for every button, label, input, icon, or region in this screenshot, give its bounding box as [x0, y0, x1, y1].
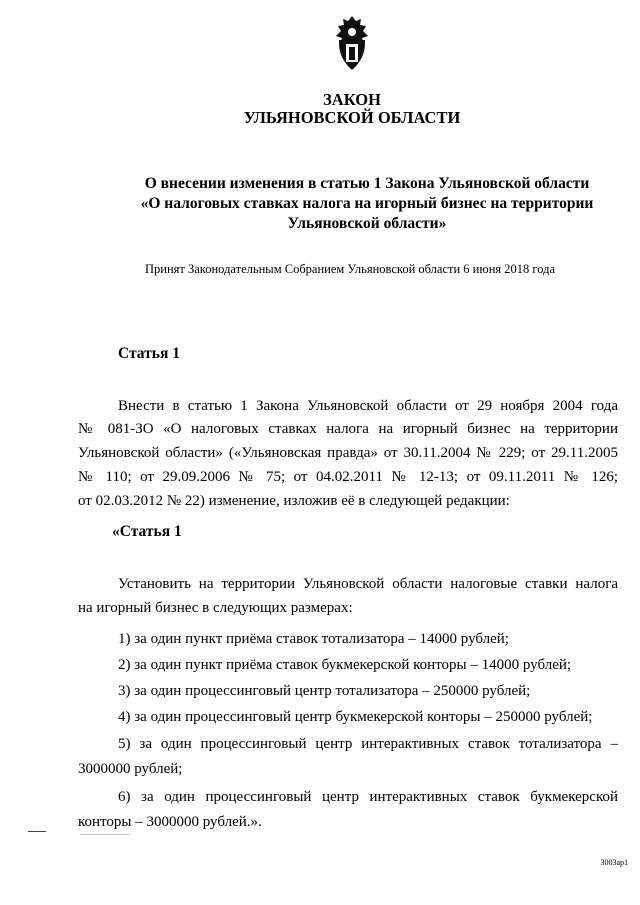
margin-mark: [80, 834, 130, 835]
list-item: 1) за один пункт приёма ставок тотализатора – 14000 рублей;: [118, 631, 509, 647]
margin-mark: [28, 831, 46, 832]
list-item: 3) за один процессинговый центр тотализатора – 250000 рублей;: [118, 683, 531, 699]
paragraph-line: № 081-ЗО «О налоговых ставках налога на игорный бизнес на территории: [78, 421, 618, 437]
subject-line2: «О налоговых ставках налога на игорный бизнес на территории: [140, 195, 594, 212]
intro-line: Установить на территории Ульяновской области налоговые ставки налога: [118, 576, 618, 592]
paragraph-line: № 110; от 29.09.2006 № 75; от 04.02.2011 № 12-13; от 09.11.2011 № 126;: [78, 469, 618, 485]
adoption-note: Принят Законодательным Собранием Ульяновской области 6 июня 2018 года: [145, 262, 555, 276]
law-title-line2: УЛЬЯНОВСКОЙ ОБЛАСТИ: [243, 108, 461, 127]
intro-line: на игорный бизнес в следующих размерах:: [78, 600, 353, 616]
subject-line3: Ульяновской области»: [287, 215, 447, 232]
coat-of-arms-icon: [330, 14, 374, 72]
document-code: 3003ap1: [600, 858, 628, 867]
law-title-line1: ЗАКОН: [323, 90, 381, 109]
list-item: 2) за один пункт приёма ставок букмекерской конторы – 14000 рублей;: [118, 657, 572, 673]
list-item: 6) за один процессинговый центр интерактивных ставок букмекерской: [118, 789, 618, 805]
paragraph-line: Ульяновской области» («Ульяновская правда» от 30.11.2004 № 229; от 29.11.2005: [78, 445, 618, 461]
paragraph-line: от 02.03.2012 № 22) изменение, изложив её в следующей редакции:: [78, 493, 510, 509]
subject-line1: О внесении изменения в статью 1 Закона Ульяновской области: [144, 175, 590, 192]
list-item: 5) за один процессинговый центр интерактивных ставок тотализатора –: [118, 736, 618, 752]
quoted-article-heading: «Статья 1: [112, 523, 182, 540]
article-heading: Статья 1: [118, 345, 180, 362]
list-item-continuation: 3000000 рублей;: [78, 761, 183, 777]
list-item-continuation: конторы – 3000000 рублей.».: [78, 814, 262, 830]
paragraph-line: Внести в статью 1 Закона Ульяновской области от 29 ноября 2004 года: [118, 398, 618, 414]
list-item: 4) за один процессинговый центр букмекерской конторы – 250000 рублей;: [118, 709, 593, 725]
